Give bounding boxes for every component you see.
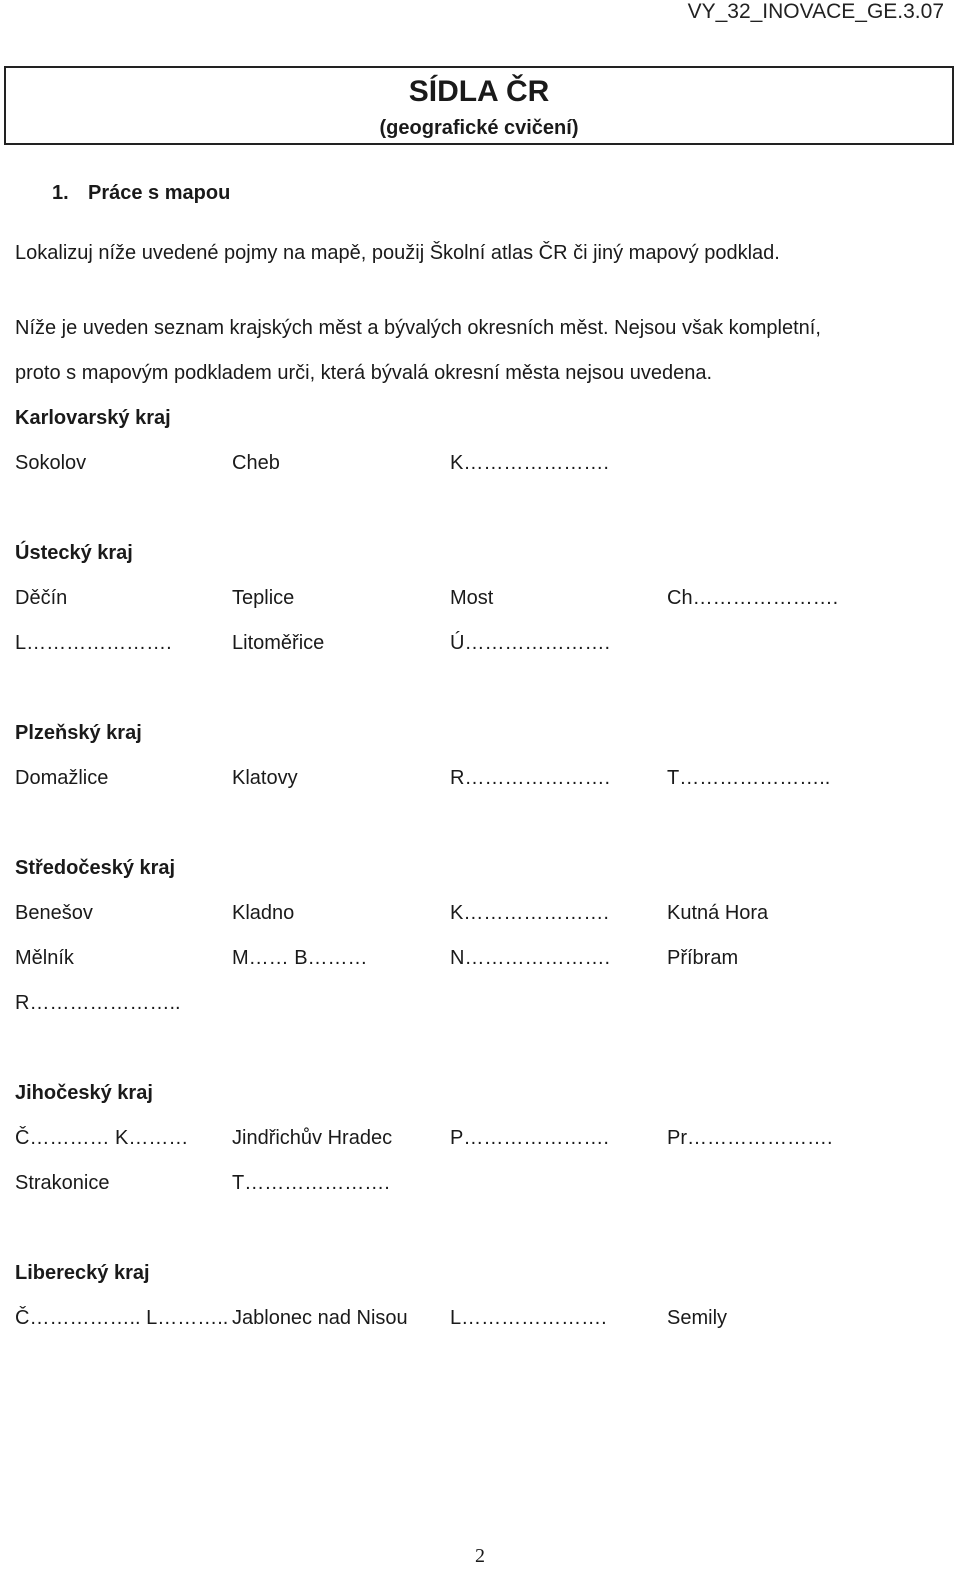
city-cell: T………………….. (667, 767, 831, 789)
city-cell: Č…………….. L……….. (15, 1307, 229, 1329)
region-title-plzensky: Plzeňský kraj (15, 722, 142, 744)
instruction-line-1: Lokalizuj níže uvedené pojmy na mapě, použij Školní atlas ČR či jiný mapový podklad. (15, 242, 780, 264)
city-cell: Pr…………………. (667, 1127, 833, 1149)
city-cell: N…………………. (450, 947, 610, 969)
city-cell: Benešov (15, 902, 93, 924)
region-row (0, 1305, 960, 1331)
city-cell: T…………………. (232, 1172, 390, 1194)
instruction-line-3: proto s mapovým podkladem urči, která bývalá okresní města nejsou uvedena. (15, 362, 713, 384)
region-row (0, 1125, 960, 1151)
city-cell: Mělník (15, 947, 74, 969)
page-subtitle: (geografické cvičení) (379, 117, 579, 139)
region-row (0, 585, 960, 611)
city-cell: K…………………. (450, 902, 609, 924)
city-cell: R…………………. (450, 767, 610, 789)
region-title-stredocesky: Středočeský kraj (15, 857, 176, 879)
city-cell: Ú…………………. (450, 632, 610, 654)
title-box (4, 66, 954, 145)
city-cell: Litoměřice (232, 632, 325, 654)
city-cell: Příbram (667, 947, 739, 969)
city-cell: Most (450, 587, 494, 609)
page-title: SÍDLA ČR (408, 75, 550, 108)
city-cell: Č………… K……… (15, 1127, 189, 1149)
city-cell: Jablonec nad Nisou (232, 1307, 408, 1329)
city-cell: Sokolov (15, 452, 87, 474)
page-number: 2 (475, 1545, 485, 1567)
region-row (0, 630, 960, 656)
city-cell: Ch…………………. (667, 587, 839, 609)
city-cell: M…… B……… (232, 947, 368, 969)
city-cell: Kutná Hora (667, 902, 769, 924)
region-row (0, 765, 960, 791)
section-number: 1. (52, 182, 69, 204)
region-row (0, 945, 960, 971)
city-cell: R………………….. (15, 992, 181, 1014)
city-cell: Děčín (15, 587, 68, 609)
region-title-jihocesky: Jihočeský kraj (15, 1082, 153, 1104)
city-cell: Jindřichův Hradec (232, 1127, 393, 1149)
city-cell: Cheb (232, 452, 280, 474)
section-heading-text: Práce s mapou (88, 182, 231, 204)
city-cell: L…………………. (15, 632, 172, 654)
region-title-karlovarsky: Karlovarský kraj (15, 407, 171, 429)
region-row (0, 1170, 960, 1196)
city-cell: Kladno (232, 902, 295, 924)
city-cell: L…………………. (450, 1307, 607, 1329)
region-title-liberecky: Liberecký kraj (15, 1262, 150, 1284)
section-heading (52, 180, 230, 206)
region-row (0, 990, 960, 1016)
region-title-ustecky: Ústecký kraj (15, 542, 133, 564)
city-cell: Semily (667, 1307, 728, 1329)
region-row (0, 900, 960, 926)
document-code: VY_32_INOVACE_GE.3.07 (687, 0, 944, 23)
region-row (0, 450, 960, 476)
city-cell: Domažlice (15, 767, 109, 789)
city-cell: K…………………. (450, 452, 609, 474)
instruction-line-2: Níže je uveden seznam krajských měst a bývalých okresních měst. Nejsou však kompletní, (15, 317, 821, 339)
city-cell: P…………………. (450, 1127, 609, 1149)
city-cell: Strakonice (15, 1172, 110, 1194)
city-cell: Klatovy (232, 767, 298, 789)
city-cell: Teplice (232, 587, 295, 609)
